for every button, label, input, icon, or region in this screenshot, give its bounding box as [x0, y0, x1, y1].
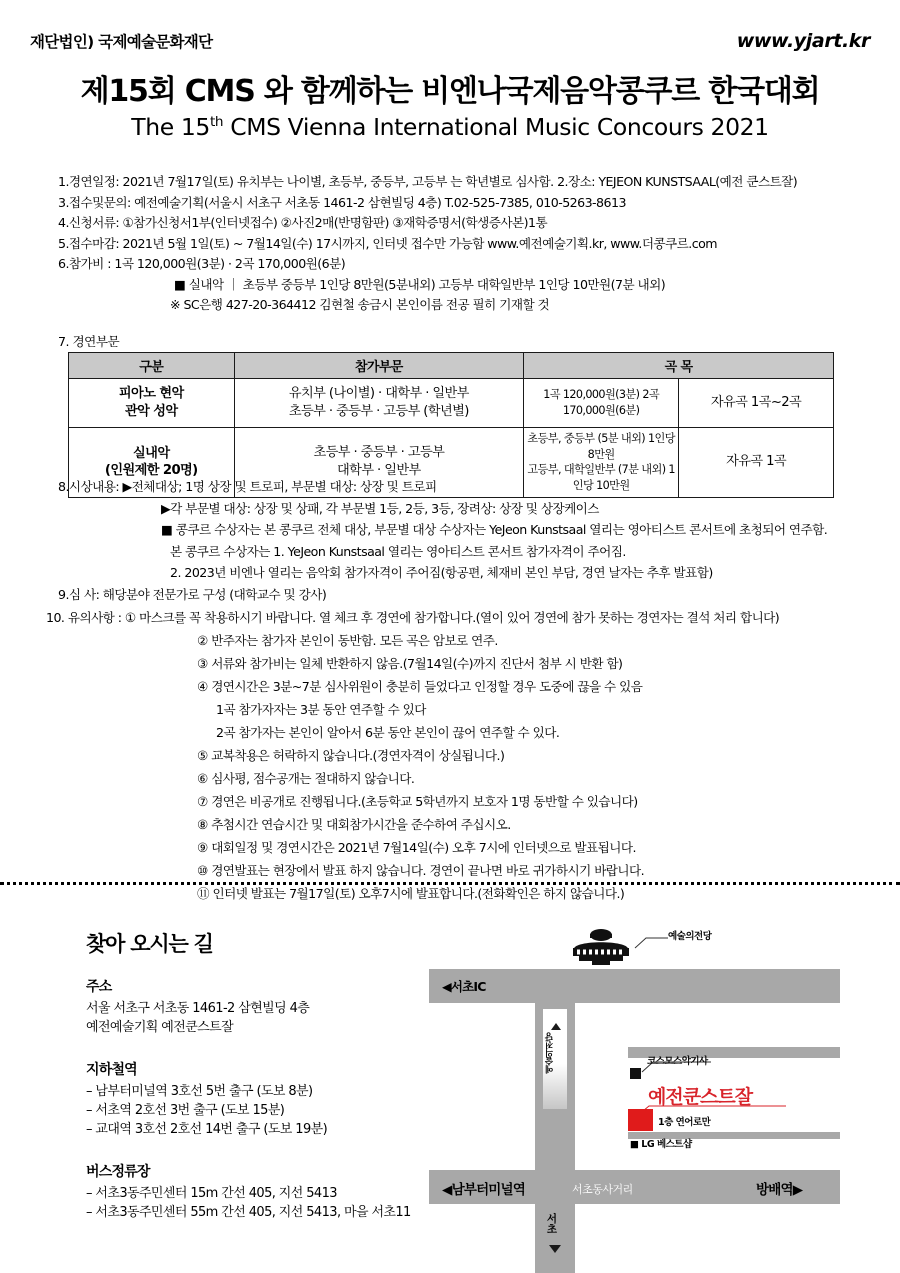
- address-line-1: 서울 서초구 서초동 1461-2 삼현빌딩 4층: [86, 1001, 310, 1016]
- info-line-contact: 3.접수및문의: 예전예술기획(서울시 서초구 서초동 1461-2 삼현빌딩 4층) T.02-525-7385, 010-5263-8613: [58, 194, 626, 210]
- arrow-up-icon: [551, 1023, 561, 1030]
- directions-title: 찾아 오시는 길: [86, 932, 213, 956]
- arts-center-label: 예술의전당: [668, 931, 712, 942]
- info-line-bank: ※ SC은행 427-20-364412 김현철 송금시 본인이름 전공 필히 기재할 것: [170, 297, 550, 312]
- table-cell-freechoice: 자유곡 1곡~2곡: [679, 379, 834, 428]
- fee-line-1: 1곡 120,000원(3분) 2곡 170,000원(6분): [543, 388, 660, 417]
- vertical-road-label: 예술의전당: [545, 1033, 555, 1074]
- notice-item-10: ⑩ 경연발표는 현장에서 발표 하지 않습니다. 경연이 끝나면 바로 귀가하시기 바랍니다.: [197, 863, 645, 878]
- location-map: [420, 925, 890, 1273]
- venue-note-label: 1층 연어로만: [658, 1117, 711, 1128]
- info-block: [58, 172, 876, 316]
- address-label: 주소: [86, 979, 112, 995]
- info-line-documents: 4.신청서류: ①참가신청서1부(인터넷접수) ②사진2매(반명함판) ③재학증명서(학생증사본)1통: [58, 215, 548, 230]
- table-row: [69, 379, 834, 428]
- table-cell-fee: [524, 379, 679, 428]
- division-line-1: 피아노 현악: [118, 386, 184, 402]
- arrow-down-icon: [549, 1245, 561, 1253]
- page-title-english: [0, 113, 900, 142]
- division-line-2: 관악 성악: [124, 404, 178, 419]
- notice-subitem-2: 2곡 참가자는 본인이 알아서 6분 동안 본인이 끊어 연주할 수 있다.: [216, 725, 560, 740]
- poi-marker-cosmos: [630, 1068, 641, 1079]
- poi-label-cosmos: 코스모스악기사: [647, 1056, 708, 1067]
- title-en-post: CMS Vienna International Music Concours 2021: [223, 112, 769, 141]
- bus-group: [86, 1161, 416, 1222]
- map-label-seocho-ic: ◀서초IC: [442, 979, 486, 994]
- judges-line: 9.심 사: 해당분야 전문가로 구성 (대학교수 및 강사): [58, 586, 327, 602]
- map-label-south-road: 서초: [545, 1213, 558, 1234]
- section-label-categories: 7. 경연부문: [58, 334, 120, 349]
- table-header-division: 구분: [69, 353, 235, 379]
- participation-line-2: 초등부 · 중등부 · 고등부 (학년별): [288, 404, 469, 419]
- road-top-horizontal: [429, 969, 840, 1003]
- bus-line-1: – 서초3동주민센터 15m 간선 405, 지선 5413: [86, 1186, 337, 1201]
- arts-center-leader-line: [634, 935, 668, 949]
- notice-item-11: ⑪ 인터넷 발표는 7월17일(토) 오후7시에 발표합니다.(전화확인은 하지 않습니다.): [197, 886, 625, 901]
- fee-line-2: 고등부, 대학일반부 (7분 내외) 1인당 10만원: [527, 463, 675, 493]
- notice-item-8: ⑧ 추첨시간 연습시간 및 대회참가시간을 준수하여 주십시오.: [197, 817, 511, 832]
- awards-line-vienna: 2. 2023년 비엔나 열리는 음악회 참가자격이 주어짐(항공편, 체재비 본인 부담, 경연 날자는 추후 발표함): [170, 565, 713, 580]
- website-url[interactable]: www.yjart.kr: [736, 30, 870, 52]
- page-title-korean: 제15회 CMS 와 함께하는 비엔나국제음악콩쿠르 한국대회: [80, 74, 820, 109]
- awards-block: [58, 476, 880, 605]
- subway-line-2: – 서초역 2호선 3번 출구 (도보 15분): [86, 1103, 285, 1118]
- poi-marker-venue: [628, 1109, 653, 1131]
- table-header-row: [69, 353, 834, 379]
- notice-subitem-1: 1곡 참가자자는 3분 동안 연주할 수 있다: [216, 702, 426, 717]
- table-cell-participation: [234, 379, 524, 428]
- masthead: [0, 28, 900, 54]
- division-line-1: 실내악: [133, 445, 170, 461]
- notice-item-6: ⑥ 심사평, 점수공개는 절대하지 않습니다.: [197, 771, 415, 786]
- notice-item-3: ③ 서류와 참가비는 일체 반환하지 않음.(7월14일(수)까지 진단서 첨부 시 반환 함): [197, 656, 623, 671]
- title-en-ordinal: th: [209, 113, 224, 130]
- table-header-participation: 참가부문: [234, 353, 524, 379]
- info-line-chamber-fee: ■ 실내악 ｜ 초등부 중등부 1인당 8만원(5분내외) 고등부 대학일반부 1인당 10만원(7분 내외): [174, 276, 666, 292]
- participation-line-1: 유치부 (나이별) · 대학부 · 일반부: [288, 385, 469, 401]
- map-label-crossing: 서초동사거리: [572, 1183, 633, 1196]
- fee-line-1: 초등부, 중등부 (5분 내외) 1인당 8만원: [527, 432, 675, 461]
- table-cell-freechoice: 자유곡 1곡: [679, 428, 834, 498]
- division-line-2: (인원제한 20명): [104, 463, 198, 479]
- subway-line-1: – 남부터미널역 3호선 5번 출구 (도보 8분): [86, 1084, 313, 1099]
- awards-line-category: ▶각 부문별 대상: 상장 및 상패, 각 부문별 1등, 2등, 3등, 장려상: 상장 및 상장케이스: [161, 500, 599, 516]
- title-en-pre: The 15: [131, 112, 210, 141]
- awards-line-overall: 8.시상내용: ▶전체대상; 1명 상장 및 트로피, 부문별 대상: 상장 및 트로피: [58, 479, 437, 494]
- directions-section: [86, 928, 416, 1222]
- info-line-schedule: 1.경연일정: 2021년 7월17일(토) 유치부는 나이별, 초등부, 중등부, 고등부 는 학년별로 심사함. 2.장소: YEJEON KUNSTSAAL(예전 쿤스트잘): [58, 174, 798, 189]
- info-line-fee: 6.참가비 : 1곡 120,000원(3분) · 2곡 170,000원(6분): [58, 256, 346, 271]
- title-block: [0, 74, 900, 142]
- notices-label: 10. 유의사항 :: [46, 610, 122, 625]
- subway-label: 지하철역: [86, 1062, 137, 1078]
- notices-first-row: [46, 606, 886, 629]
- notice-item-1: ① 마스크를 꼭 착용하시기 바랍니다. 열 체크 후 경연에 참가합니다.(열이 있어 경연에 참가 못하는 경연자는 결석 처리 합니다): [124, 610, 780, 625]
- organization-name: 재단법인) 국제예술문화재단: [30, 33, 213, 51]
- table-cell-division: [69, 379, 235, 428]
- subway-group: [86, 1059, 416, 1139]
- subway-line-3: – 교대역 3호선 2호선 14번 출구 (도보 19분): [86, 1122, 328, 1137]
- notices-block: [46, 606, 886, 905]
- map-label-nambu-station: ◀남부터미널역: [442, 1182, 526, 1198]
- awards-line-concert: ■ 콩쿠르 수상자는 본 콩쿠르 전체 대상, 부문별 대상 수상자는 YeJeon Kunstsaal 열리는 영아티스트 콘서트에 초청되어 연주함.: [161, 522, 828, 537]
- notice-item-9: ⑨ 대회일정 및 경연시간은 2021년 7월14일(수) 오후 7시에 인터넷으로 발표됩니다.: [197, 840, 636, 855]
- address-group: [86, 976, 416, 1037]
- address-line-2: 예전예술기획 예전쿤스트잘: [86, 1020, 234, 1035]
- notice-item-7: ⑦ 경연은 비공개로 진행됩니다.(초등학교 5학년까지 보호자 1명 동반할 수 있습니다): [197, 794, 638, 809]
- dotted-divider: [0, 882, 900, 886]
- table-header-pieces: 곡 목: [524, 353, 834, 379]
- bus-line-2: – 서초3동주민센터 55m 간선 405, 지선 5413, 마을 서초11: [86, 1205, 411, 1220]
- awards-line-qualification: 본 콩쿠르 수상자는 1. YeJeon Kunstsaal 열리는 영아티스트 콘서트 참가자격이 주어짐.: [170, 543, 626, 559]
- info-line-deadline: 5.접수마감: 2021년 5월 1일(토) ~ 7월14일(수) 17시까지, 인터넷 접수만 가능함 www.예전예술기획.kr, www.더콩쿠르.com: [58, 235, 717, 251]
- participation-line-1: 초등부 · 중등부 · 고등부: [313, 445, 445, 461]
- notice-item-4: ④ 경연시간은 3분~7분 심사위원이 충분히 들었다고 인정할 경우 도중에 끊을 수 있음: [197, 679, 643, 694]
- notice-item-2: ② 반주자는 참가자 본인이 동반함. 모든 곡은 암보로 연주.: [197, 633, 498, 648]
- bus-label: 버스정류장: [86, 1164, 150, 1180]
- map-label-bangbae-station: 방배역▶: [756, 1182, 803, 1198]
- participation-line-2: 대학부 · 일반부: [337, 463, 421, 479]
- arts-center-icon: [568, 927, 634, 965]
- venue-name-label: 예전쿤스트잘: [648, 1086, 753, 1108]
- notice-item-5: ⑤ 교복착용은 허락하지 않습니다.(경연자격이 상실됩니다.): [197, 748, 505, 763]
- poi-label-lg: ■ LG 베스트샵: [630, 1139, 692, 1150]
